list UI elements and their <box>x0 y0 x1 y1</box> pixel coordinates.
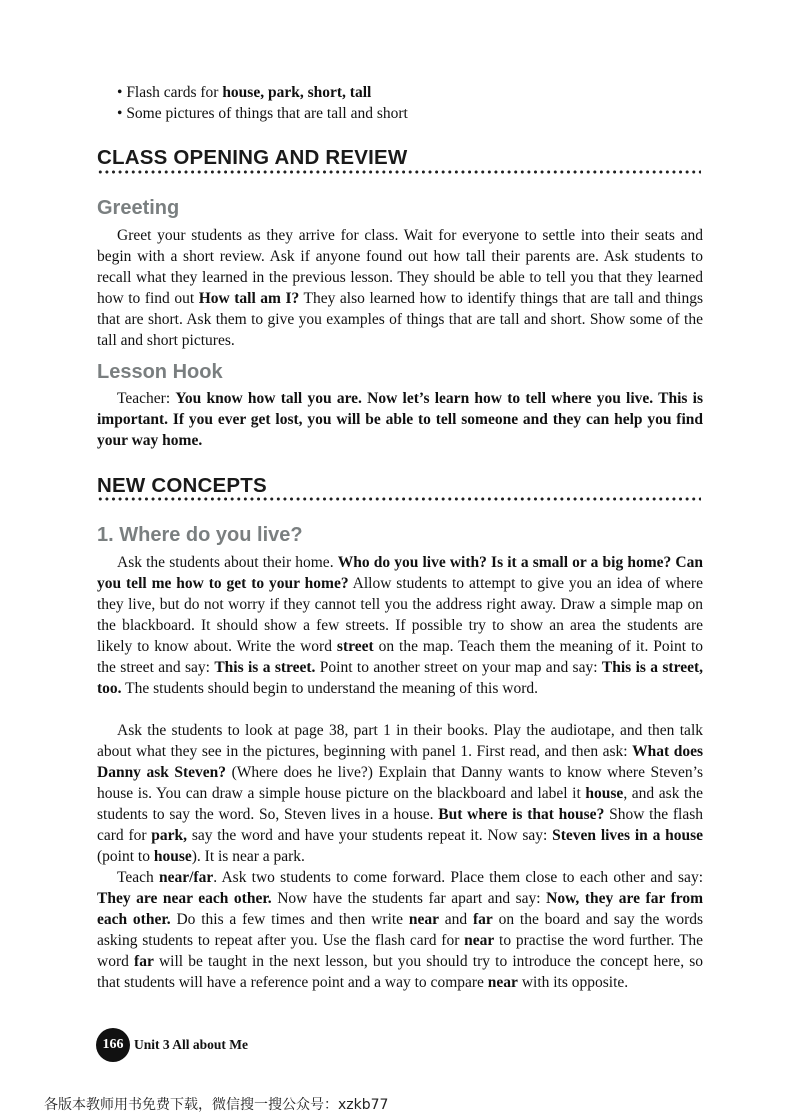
bold-text: street <box>336 638 374 655</box>
bold-text: Who do you live with? Is it a small or a big home? Can you tell me how to get to your home? <box>97 554 703 592</box>
lesson-hook-heading: Lesson Hook <box>97 361 223 383</box>
bold-text: far <box>134 953 154 970</box>
section-divider <box>97 497 701 501</box>
section-title-new-concepts: NEW CONCEPTS <box>97 474 267 497</box>
text-run: and <box>439 911 473 928</box>
text-run: on the board and say the words asking students to repeat after you. Use the flash card for <box>97 911 704 949</box>
where-live-paragraph-3 <box>97 867 703 993</box>
page-footer <box>96 1028 248 1062</box>
text-run: Teach <box>117 869 159 886</box>
bold-text: But where is that house? <box>438 806 605 823</box>
bold-text: This is a street, too. <box>97 659 703 697</box>
bold-text: You know how tall you are. Now let’s learn how to tell where you live. This is important. If you ever get lost, you will be able to tell someone and they can help you find your way home. <box>97 390 704 449</box>
text-run: , and ask the students to say the word. So, Steven lives in a house. <box>97 785 703 823</box>
text-run: on the map. Teach them the meaning of it. Point to the street and say: <box>97 638 703 676</box>
text-run: to practise the word further. The word <box>97 932 703 970</box>
watermark-text: 各版本教师用书免费下载，微信搜一搜公众号：xzkb77 <box>44 1097 389 1113</box>
bold-text: park, <box>151 827 188 844</box>
text-run: Do this a few times and then write <box>170 911 409 928</box>
section-title-opening: CLASS OPENING AND REVIEW <box>97 146 408 169</box>
text-run: Teacher: <box>117 390 176 407</box>
where-live-paragraph-1 <box>97 552 703 699</box>
bold-text: far <box>473 911 493 928</box>
lesson-hook-paragraph <box>97 388 703 451</box>
greeting-paragraph <box>97 225 703 351</box>
materials-item-bold: house, park, short, tall <box>222 84 372 101</box>
text-run: with its opposite. <box>517 974 629 991</box>
text-run: Now have the students far apart and say: <box>271 890 547 907</box>
text-run: . Ask two students to come forward. Place them close to each other and say: <box>213 869 703 886</box>
bold-text: Steven lives in a house <box>552 827 703 844</box>
text-run: will be taught in the next lesson, but you should try to introduce the concept here, so that students will have a reference point and a way to compare <box>97 953 704 991</box>
page-number: 166 <box>96 1028 130 1062</box>
text-run: The students should begin to understand the meaning of this word. <box>121 680 538 697</box>
text-run: Ask the students about their home. <box>117 554 338 571</box>
bold-text: near/far <box>159 869 214 886</box>
text-run: (Where does he live?) Explain that Danny wants to know where Steven’s house is. You can draw a simple house picture on the blackboard and label it <box>97 764 703 802</box>
bold-text: near <box>408 911 439 928</box>
text-run: Ask the students to look at page 38, part 1 in their books. Play the audiotape, and then talk about what they see in the pictures, beginning with panel 1. First read, and then ask: <box>97 722 703 760</box>
materials-item: • Flash cards for house, park, short, tall <box>117 84 372 101</box>
materials-item-text: Flash cards for <box>126 84 223 101</box>
text-run: (point to <box>97 848 154 865</box>
bold-text: This is a street. <box>214 659 316 676</box>
materials-item-text: Some pictures of things that are tall and short <box>126 105 408 122</box>
text-run: They also learned how to identify things that are tall and things that are short. Ask them to give you examples of things that are tall and short. Show some of the tall and short pictures. <box>97 290 703 349</box>
text-run: ). It is near a park. <box>191 848 305 865</box>
bold-text: near <box>487 974 518 991</box>
bold-text: house <box>585 785 624 802</box>
text-run: Allow students to attempt to give you an idea of where they live, but do not worry if they cannot tell you the address right away. Draw a simple map on the blackboard. It should show a few streets. If possible try to show an area the students are likely to know about. Write the word <box>97 575 703 655</box>
text-run: say the word and have your students repeat it. Now say: <box>187 827 553 844</box>
materials-list <box>117 82 408 124</box>
greeting-heading: Greeting <box>97 197 180 219</box>
bold-text: house <box>153 848 192 865</box>
bold-text: How tall am I? <box>198 290 300 307</box>
where-live-heading: 1. Where do you live? <box>97 524 303 546</box>
bold-text: What does Danny ask Steven? <box>97 743 703 781</box>
bold-text: They are near each other. <box>97 890 272 907</box>
text-run: Show the flash card for <box>97 806 703 844</box>
materials-item: • Some pictures of things that are tall and short <box>117 105 408 122</box>
bold-text: near <box>464 932 495 949</box>
text-run: Point to another street on your map and say: <box>315 659 602 676</box>
where-live-paragraph-2 <box>97 720 703 867</box>
section-divider <box>97 170 701 174</box>
unit-label: Unit 3 All about Me <box>134 1037 249 1052</box>
bold-text: Now, they are far from each other. <box>97 890 704 928</box>
text-run: Greet your students as they arrive for class. Wait for everyone to settle into their seats and begin with a short review. Ask if anyone found out how tall their parents are. Ask students to recall what they learned in the previous lesson. They should be able to tell you that they learned how to find out <box>97 227 703 307</box>
